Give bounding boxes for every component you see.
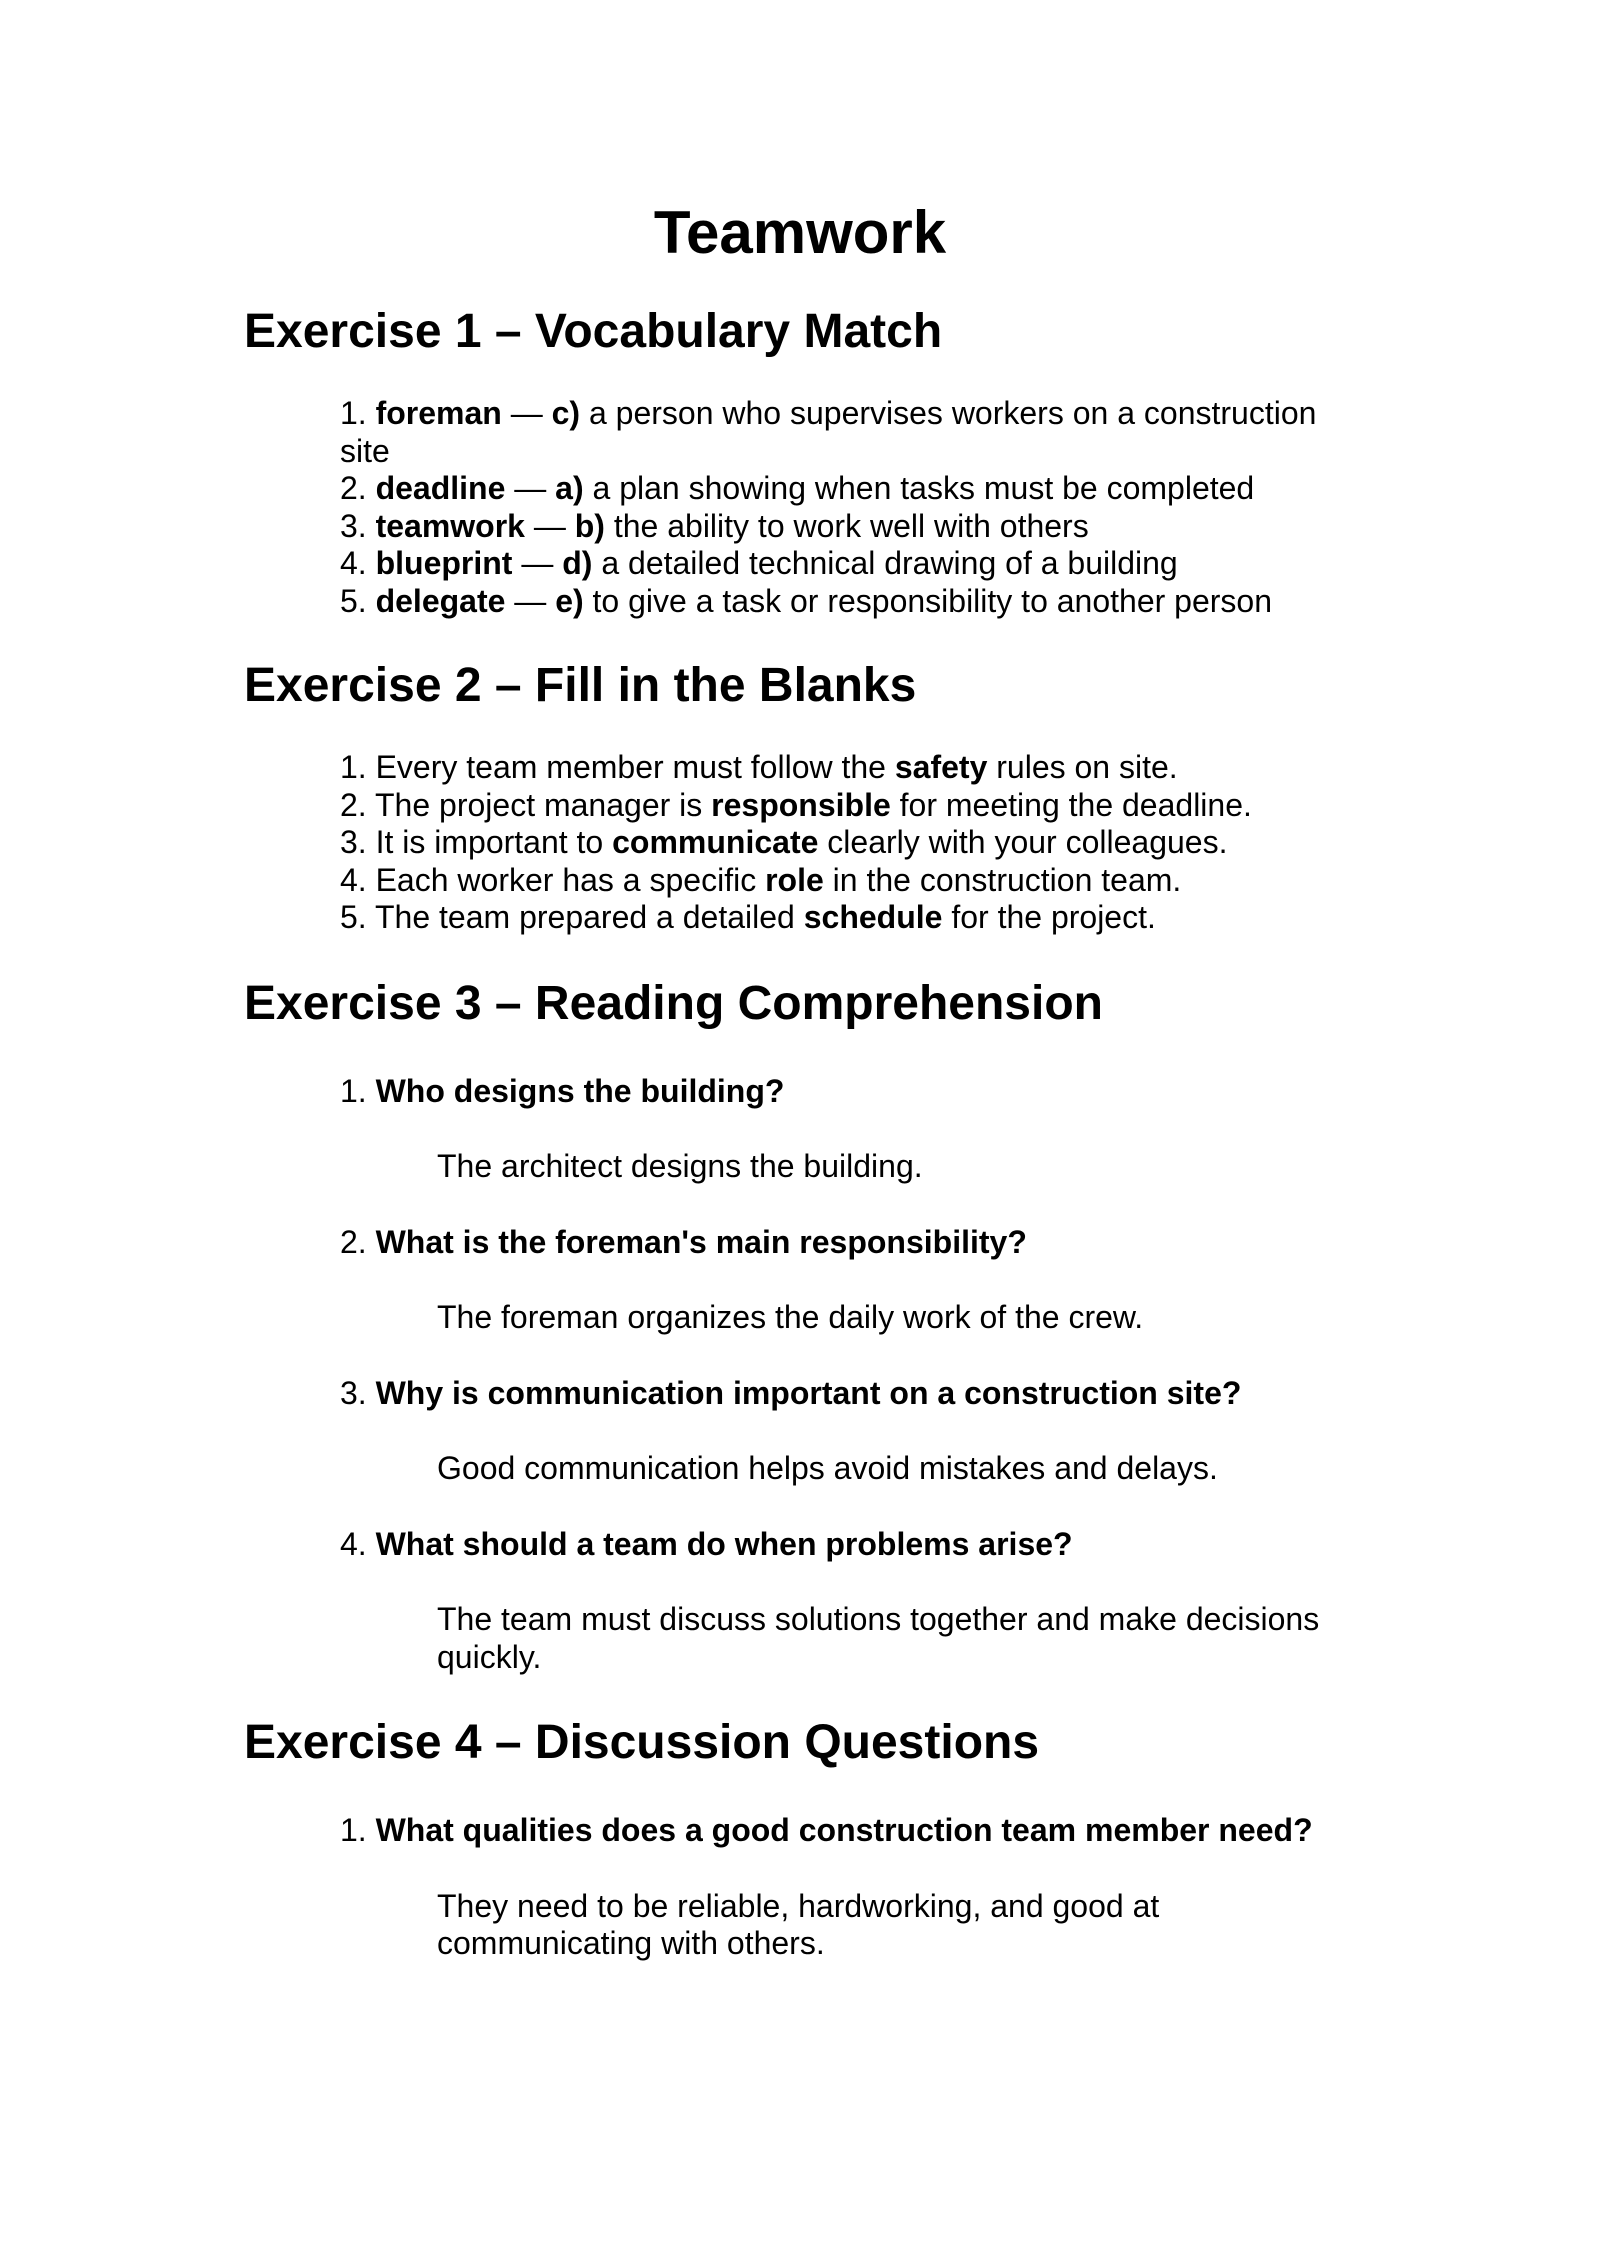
vocab-term: blueprint xyxy=(375,545,513,581)
dash: — xyxy=(505,470,556,506)
answer: The team must discuss solutions together and make decisions quickly. xyxy=(437,1601,1320,1675)
filled-word: schedule xyxy=(803,899,943,935)
sentence-end: for meeting the deadline. xyxy=(890,786,1252,823)
item-number: 4. xyxy=(340,1525,367,1562)
filled-word: safety xyxy=(894,749,988,785)
exercise-1-heading: Exercise 1 – Vocabulary Match xyxy=(244,305,943,358)
item-number: 1. xyxy=(340,1812,367,1848)
item-number: 4. xyxy=(340,861,367,898)
exercise-2-heading: Exercise 2 – Fill in the Blanks xyxy=(244,659,917,712)
filled-word: role xyxy=(765,861,824,898)
match-letter: d) xyxy=(562,545,593,581)
list-item xyxy=(340,1812,1356,1963)
item-number: 2. xyxy=(340,786,367,823)
list-item xyxy=(340,1526,1356,1677)
list-item xyxy=(340,395,1356,470)
item-number: 1. xyxy=(340,1072,367,1109)
sentence-end: in the construction team. xyxy=(823,861,1182,898)
list-item xyxy=(340,1224,1356,1337)
list-item xyxy=(340,470,1356,508)
sentence-start: Each worker has a specific xyxy=(366,861,766,898)
question: What is the foreman's main responsibility? xyxy=(375,1223,1027,1260)
list-item xyxy=(340,1073,1356,1186)
match-letter: c) xyxy=(551,395,581,431)
list-item xyxy=(340,787,1356,825)
sentence-start: The project manager is xyxy=(366,786,712,823)
sentence-end: for the project. xyxy=(942,899,1156,935)
fill-blanks-list xyxy=(244,749,1356,937)
item-number: 5. xyxy=(340,582,367,619)
list-item xyxy=(340,583,1356,621)
item-number: 4. xyxy=(340,545,367,581)
list-item xyxy=(340,862,1356,900)
vocab-term: foreman xyxy=(375,395,502,431)
answer: They need to be reliable, hardworking, and good at communicating with others. xyxy=(437,1887,1160,1961)
list-item xyxy=(340,824,1356,862)
answer: The architect designs the building. xyxy=(437,1148,923,1184)
definition: the ability to work well with others xyxy=(604,507,1089,544)
list-item xyxy=(340,899,1356,937)
list-item xyxy=(340,508,1356,546)
answer: The foreman organizes the daily work of the crew. xyxy=(437,1299,1144,1335)
page-title: Teamwork xyxy=(653,199,947,266)
filled-word: responsible xyxy=(711,786,891,823)
sentence-end: clearly with your colleagues. xyxy=(818,824,1228,860)
match-letter: e) xyxy=(555,582,584,619)
vocabulary-list xyxy=(244,395,1356,620)
definition: to give a task or responsibility to another person xyxy=(583,582,1273,619)
question: What should a team do when problems arise? xyxy=(375,1525,1073,1562)
list-item xyxy=(340,749,1356,787)
vocab-term: teamwork xyxy=(375,507,525,544)
definition: a person who supervises workers on a construction site xyxy=(340,395,1317,469)
item-number: 5. xyxy=(340,899,367,935)
discussion-list xyxy=(244,1812,1356,1963)
question: Who designs the building? xyxy=(375,1072,785,1109)
comprehension-list xyxy=(244,1073,1356,1677)
sentence-end: rules on site. xyxy=(987,749,1178,785)
exercise-3-heading: Exercise 3 – Reading Comprehension xyxy=(244,976,1103,1030)
dash: — xyxy=(524,507,575,544)
answer: Good communication helps avoid mistakes and delays. xyxy=(437,1450,1218,1486)
item-number: 1. xyxy=(340,749,367,785)
list-item xyxy=(340,545,1356,583)
question: What qualities does a good construction team member need? xyxy=(375,1812,1313,1848)
item-number: 3. xyxy=(340,507,367,544)
sentence-start: The team prepared a detailed xyxy=(366,899,804,935)
item-number: 2. xyxy=(340,470,367,506)
match-letter: a) xyxy=(555,470,584,506)
item-number: 2. xyxy=(340,1223,367,1260)
sentence-start: Every team member must follow the xyxy=(366,749,895,785)
vocab-term: delegate xyxy=(375,582,506,619)
filled-word: communicate xyxy=(612,824,819,860)
list-item xyxy=(340,1375,1356,1488)
sentence-start: It is important to xyxy=(366,824,613,860)
vocab-term: deadline xyxy=(375,470,506,506)
definition: a plan showing when tasks must be completed xyxy=(583,470,1255,506)
match-letter: b) xyxy=(574,507,605,544)
exercise-4-heading: Exercise 4 – Discussion Questions xyxy=(244,1716,1040,1769)
item-number: 3. xyxy=(340,824,367,860)
dash: — xyxy=(501,395,552,431)
definition: a detailed technical drawing of a building xyxy=(592,545,1178,581)
dash: — xyxy=(512,545,563,581)
dash: — xyxy=(505,582,556,619)
question: Why is communication important on a construction site? xyxy=(375,1374,1242,1411)
item-number: 3. xyxy=(340,1374,367,1411)
item-number: 1. xyxy=(340,395,367,431)
